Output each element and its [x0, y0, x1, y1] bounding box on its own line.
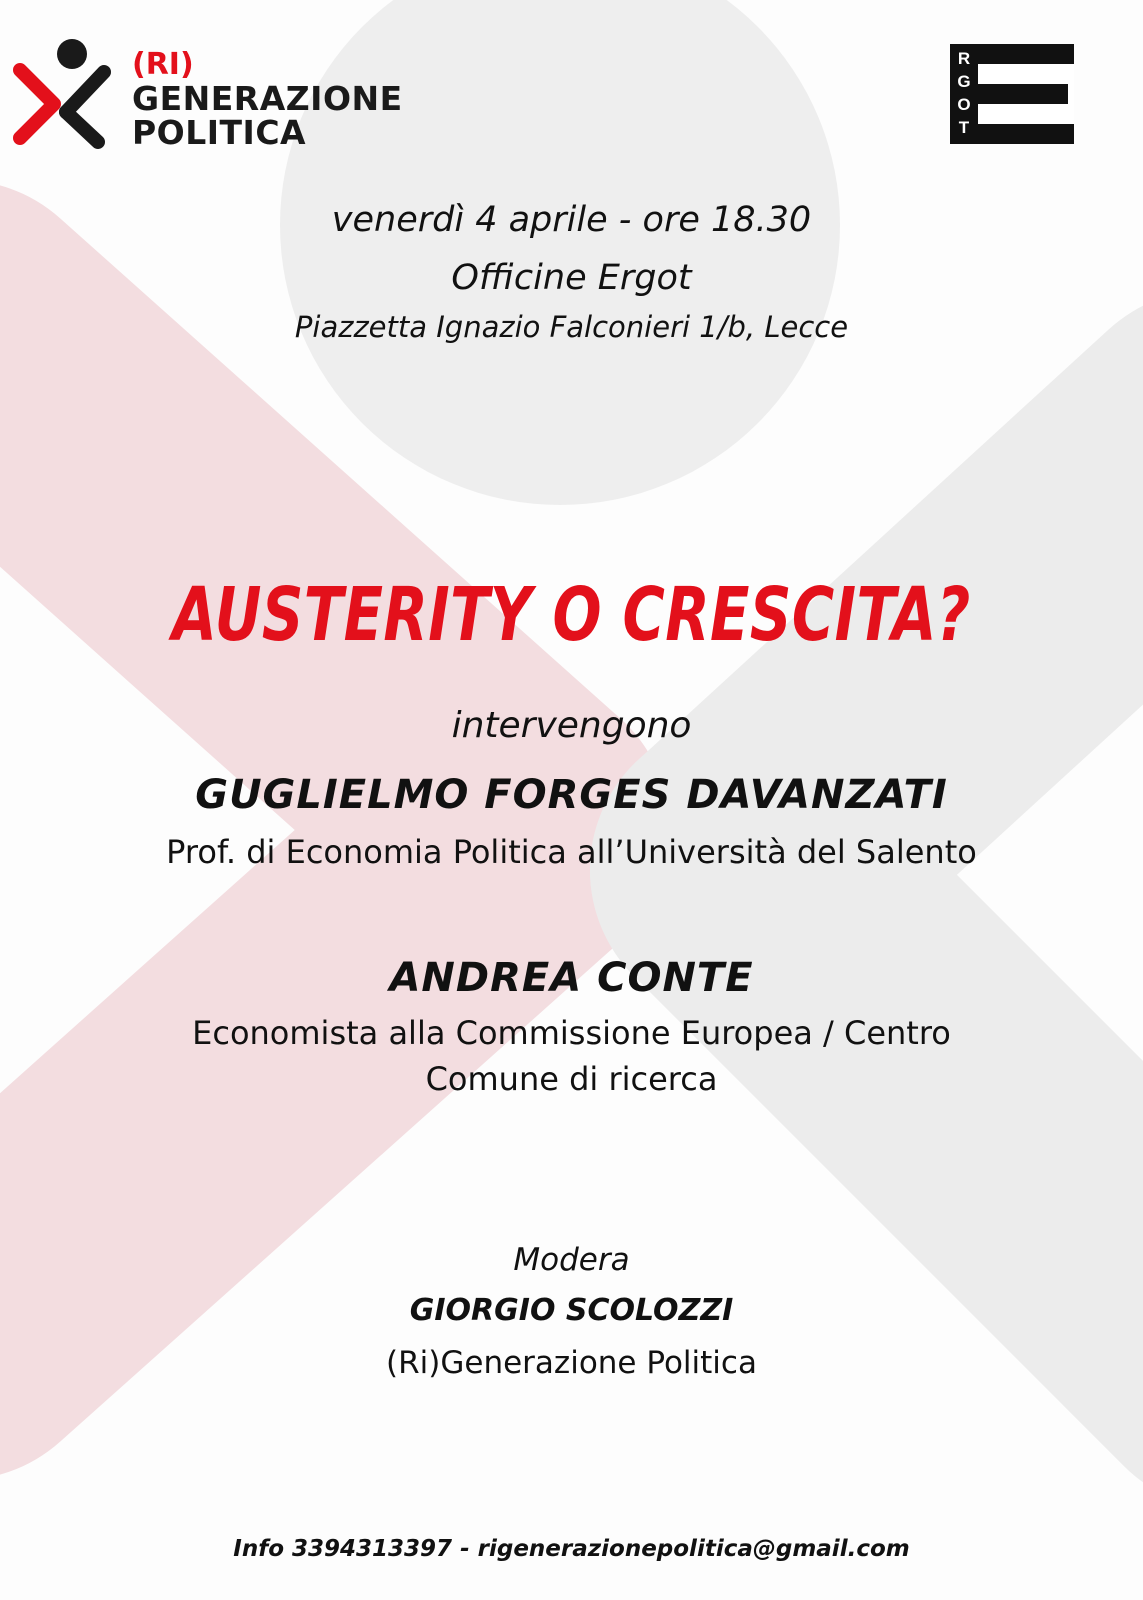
person-x-icon	[10, 36, 120, 156]
ergot-letter-t: T	[958, 118, 970, 137]
speaker-1-name: GUGLIELMO FORGES DAVANZATI	[195, 772, 948, 818]
speaker-2-role-line-2: Comune di ricerca	[425, 1060, 718, 1098]
logo-line-1: GENERAZIONE	[132, 79, 403, 118]
ergot-letter-r: R	[957, 49, 971, 68]
speaker-2-role-line-1: Economista alla Commissione Europea / Centro	[192, 1014, 951, 1052]
headline: AUSTERITY O CRESCITA?	[172, 572, 971, 658]
rigenerazione-logo	[10, 36, 450, 156]
moderator-label: Modera	[513, 1242, 630, 1278]
moderator-name: GIORGIO SCOLOZZI	[409, 1293, 734, 1328]
event-date-time: venerdì 4 aprile - ore 18.30	[331, 200, 812, 240]
footer-contact: Info 3394313397 - rigenerazionepolitica@gmail.com	[233, 1536, 910, 1562]
ergot-letter-g: G	[957, 72, 971, 91]
ergot-e-icon	[950, 44, 1074, 144]
speaker-2-name: ANDREA CONTE	[389, 955, 754, 1001]
speaker-1-role: Prof. di Economia Politica all’Università del Salento	[166, 833, 977, 871]
event-address: Piazzetta Ignazio Falconieri 1/b, Lecce	[294, 310, 849, 344]
logo-prefix: (RI)	[132, 47, 194, 82]
logo-wordmark	[132, 48, 403, 150]
logo-line-2: POLITICA	[132, 113, 307, 152]
ergot-letter-o: O	[957, 95, 971, 114]
event-venue: Officine Ergot	[451, 258, 692, 298]
moderator-organization: (Ri)Generazione Politica	[386, 1345, 757, 1381]
speakers-intro: intervengono	[451, 705, 692, 746]
